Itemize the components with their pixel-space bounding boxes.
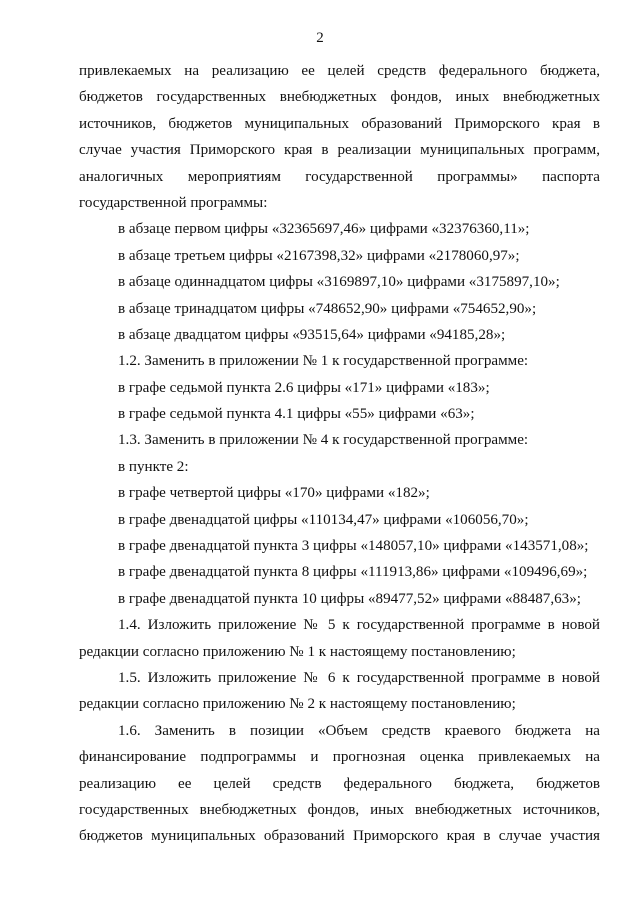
text-line: привлекаемых на реализацию ее целей средств федерального бюджета, <box>79 63 600 79</box>
text-line: в пункте 2: <box>118 458 189 475</box>
text-line: в графе двенадцатой цифры «110134,47» цифрами «106056,70»; <box>118 511 529 528</box>
text-line: 1.6. Заменить в позиции «Объем средств краевого бюджета на <box>118 722 600 739</box>
text-line: бюджетов государственных внебюджетных фондов, иных внебюджетных <box>79 89 600 106</box>
document-body <box>79 58 600 850</box>
text-line: в абзаце первом цифры «32365697,46» цифрами «32376360,11»; <box>118 221 530 238</box>
text-line: аналогичных мероприятиям государственной программы» паспорта <box>79 168 600 185</box>
text-line: в графе двенадцатой пункта 3 цифры «148057,10» цифрами «143571,08»; <box>118 538 589 555</box>
text-line: финансирование подпрограммы и прогнозная оценка привлекаемых на <box>79 749 600 766</box>
text-line: случае участия Приморского края в реализации муниципальных программ, <box>79 142 600 159</box>
text-line: в графе двенадцатой пункта 10 цифры «89477,52» цифрами «88487,63»; <box>118 590 581 607</box>
text-line: в графе двенадцатой пункта 8 цифры «111913,86» цифрами «109496,69»; <box>118 564 588 581</box>
text-line: в графе седьмой пункта 4.1 цифры «55» цифрами «63»; <box>118 406 475 423</box>
text-line: в графе седьмой пункта 2.6 цифры «171» цифрами «183»; <box>118 379 490 396</box>
text-line: в абзаце двадцатом цифры «93515,64» цифрами «94185,28»; <box>118 326 506 343</box>
text-line: 1.4. Изложить приложение № 5 к государственной программе в новой <box>118 617 600 634</box>
text-line: в абзаце одиннадцатом цифры «3169897,10» цифрами «3175897,10»; <box>118 274 560 291</box>
text-line: в абзаце тринадцатом цифры «748652,90» цифрами «754652,90»; <box>118 300 537 317</box>
text-line: государственной программы: <box>79 194 268 211</box>
text-line: реализацию ее целей средств федерального бюджета, бюджетов <box>79 775 600 792</box>
text-line: 1.5. Изложить приложение № 6 к государственной программе в новой <box>118 669 600 686</box>
text-line: государственных внебюджетных фондов, иных внебюджетных источников, <box>79 801 600 818</box>
text-line: 1.2. Заменить в приложении № 1 к государственной программе: <box>118 353 529 370</box>
text-line: в графе четвертой цифры «170» цифрами «182»; <box>118 485 430 502</box>
text-line: редакции согласно приложению № 2 к настоящему постановлению; <box>79 696 516 713</box>
text-line: источников, бюджетов муниципальных образований Приморского края в <box>79 115 600 132</box>
text-line: в абзаце третьем цифры «2167398,32» цифрами «2178060,97»; <box>118 247 520 264</box>
page-number: 2 <box>316 30 324 46</box>
text-line: 1.3. Заменить в приложении № 4 к государственной программе: <box>118 432 529 449</box>
text-line: редакции согласно приложению № 1 к настоящему постановлению; <box>79 643 516 660</box>
text-line: бюджетов муниципальных образований Приморского края в случае участия <box>79 828 600 845</box>
